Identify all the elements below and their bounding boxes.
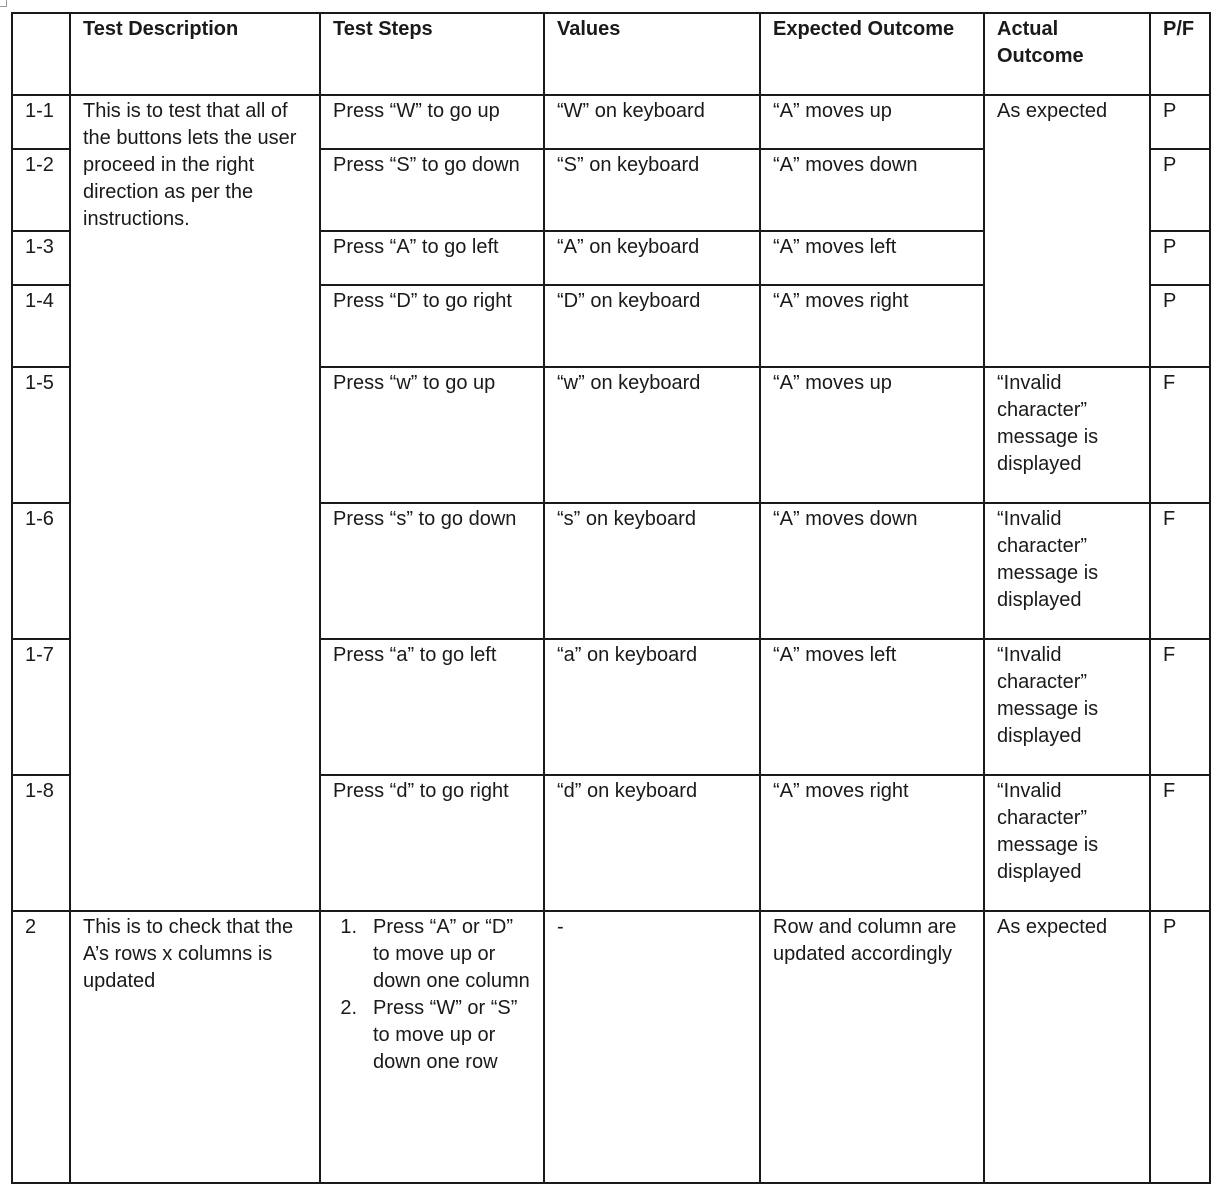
pass-fail-cell: P	[1150, 95, 1210, 149]
test-value-cell: “s” on keyboard	[544, 503, 760, 639]
test-id-cell: 1-3	[12, 231, 70, 285]
test-value-cell: “A” on keyboard	[544, 231, 760, 285]
test-value-cell: “S” on keyboard	[544, 149, 760, 231]
pass-fail-cell: P	[1150, 149, 1210, 231]
table-row	[12, 95, 1210, 149]
header-pass-fail: P/F	[1150, 13, 1210, 95]
test-id-cell: 1-7	[12, 639, 70, 775]
test-step-cell: Press “S” to go down	[320, 149, 544, 231]
header-actual-outcome: Actual Outcome	[984, 13, 1150, 95]
header-test-description: Test Description	[70, 13, 320, 95]
expected-outcome-cell: “A” moves left	[760, 639, 984, 775]
expected-outcome-cell: “A” moves right	[760, 285, 984, 367]
expected-outcome-cell: “A” moves down	[760, 503, 984, 639]
test-step-cell: Press “D” to go right	[320, 285, 544, 367]
actual-outcome-cell: As expected	[984, 95, 1150, 367]
test-step-cell: Press “w” to go up	[320, 367, 544, 503]
test-steps-list-cell	[320, 911, 544, 1183]
actual-outcome-cell: “Invalid character” message is displayed	[984, 639, 1150, 775]
test-value-cell: “W” on keyboard	[544, 95, 760, 149]
test-steps-list	[333, 914, 531, 1076]
pass-fail-cell: F	[1150, 639, 1210, 775]
actual-outcome-cell: “Invalid character” message is displayed	[984, 503, 1150, 639]
expected-outcome-cell: “A” moves up	[760, 95, 984, 149]
list-item: Press “W” or “S” to move up or down one row	[373, 997, 518, 1073]
test-value-cell: “D” on keyboard	[544, 285, 760, 367]
expected-outcome-cell: “A” moves right	[760, 775, 984, 911]
test-value-cell: “a” on keyboard	[544, 639, 760, 775]
test-value-cell: “d” on keyboard	[544, 775, 760, 911]
document-corner-mark	[0, 0, 7, 7]
test-description-cell: This is to test that all of the buttons lets the user proceed in the right direction as per the instructions.	[70, 95, 320, 911]
pass-fail-cell: F	[1150, 367, 1210, 503]
test-description-cell: This is to check that the A’s rows x columns is updated	[70, 911, 320, 1183]
header-values: Values	[544, 13, 760, 95]
expected-outcome-cell: “A” moves down	[760, 149, 984, 231]
list-item: Press “A” or “D” to move up or down one column	[373, 916, 530, 992]
pass-fail-cell: P	[1150, 285, 1210, 367]
expected-outcome-cell: “A” moves left	[760, 231, 984, 285]
expected-outcome-cell: Row and column are updated accordingly	[760, 911, 984, 1183]
test-value-cell: -	[544, 911, 760, 1183]
pass-fail-cell: F	[1150, 503, 1210, 639]
test-step-cell: Press “s” to go down	[320, 503, 544, 639]
table-row	[12, 911, 1210, 1183]
test-id-cell: 2	[12, 911, 70, 1183]
test-step-cell: Press “d” to go right	[320, 775, 544, 911]
header-id	[12, 13, 70, 95]
test-value-cell: “w” on keyboard	[544, 367, 760, 503]
test-plan-table	[11, 12, 1211, 1184]
test-id-cell: 1-4	[12, 285, 70, 367]
header-expected-outcome: Expected Outcome	[760, 13, 984, 95]
actual-outcome-cell: “Invalid character” message is displayed	[984, 367, 1150, 503]
actual-outcome-cell: As expected	[984, 911, 1150, 1183]
test-step-cell: Press “A” to go left	[320, 231, 544, 285]
pass-fail-cell: F	[1150, 775, 1210, 911]
actual-outcome-cell: “Invalid character” message is displayed	[984, 775, 1150, 911]
pass-fail-cell: P	[1150, 231, 1210, 285]
pass-fail-cell: P	[1150, 911, 1210, 1183]
expected-outcome-cell: “A” moves up	[760, 367, 984, 503]
test-id-cell: 1-1	[12, 95, 70, 149]
header-row	[12, 13, 1210, 95]
test-step-cell: Press “a” to go left	[320, 639, 544, 775]
test-id-cell: 1-6	[12, 503, 70, 639]
header-test-steps: Test Steps	[320, 13, 544, 95]
test-step-cell: Press “W” to go up	[320, 95, 544, 149]
test-id-cell: 1-8	[12, 775, 70, 911]
test-id-cell: 1-5	[12, 367, 70, 503]
test-id-cell: 1-2	[12, 149, 70, 231]
